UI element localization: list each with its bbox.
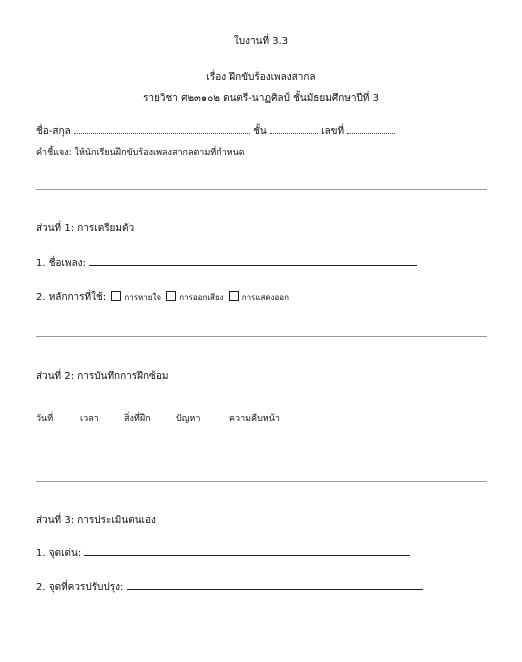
option-pronunciation-label: การออกเสียง [179, 293, 224, 302]
strengths-field[interactable] [84, 546, 410, 556]
divider [36, 336, 487, 337]
improvement-field[interactable] [127, 580, 423, 590]
course-info: รายวิชา ศ๒๓๑๐๒ ดนตรี-นาฏศิลป์ ชั้นมัธยมศึกษาปีที่ 3 [143, 93, 379, 104]
principles-row [36, 290, 289, 305]
worksheet-topic: เรื่อง ฝึกขับร้องเพลงสากล [206, 72, 316, 83]
column-date: วันที่ [36, 414, 54, 424]
column-time: เวลา [80, 414, 99, 424]
checkbox-breathing[interactable] [111, 291, 121, 301]
class-field[interactable] [270, 124, 318, 134]
column-practiced: สิ่งที่ฝึก [124, 414, 151, 424]
name-label: ชื่อ-สกุล [36, 126, 71, 137]
number-field[interactable] [347, 124, 395, 134]
improvement-row [36, 580, 423, 595]
student-info-line [36, 124, 395, 139]
divider [36, 189, 487, 190]
checkbox-pronunciation[interactable] [166, 291, 176, 301]
improvement-label: 2. จุดที่ควรปรับปรุง: [36, 582, 124, 593]
song-name-row [36, 256, 417, 271]
part2-title: ส่วนที่ 2: การบันทึกการฝึกซ้อม [36, 371, 169, 382]
song-name-field[interactable] [89, 256, 417, 266]
option-breathing-label: การหายใจ [124, 293, 162, 302]
part3-title: ส่วนที่ 3: การประเมินตนเอง [36, 515, 156, 526]
strengths-label: 1. จุดเด่น: [36, 548, 82, 559]
column-problem: ปัญหา [176, 414, 201, 424]
column-progress: ความคืบหน้า [229, 414, 280, 424]
name-field[interactable] [74, 124, 250, 134]
principles-label: 2. หลักการที่ใช้: [36, 292, 107, 303]
option-expression-label: การแสดงออก [241, 293, 289, 302]
divider [36, 481, 487, 482]
instructions: คำชี้แจง: ให้นักเรียนฝึกขับร้องเพลงสากลตามที่กำหนด [36, 148, 245, 158]
class-label: ชั้น [253, 126, 267, 137]
worksheet-title: ใบงานที่ 3.3 [233, 36, 289, 47]
checkbox-expression[interactable] [229, 291, 239, 301]
song-name-label: 1. ชื่อเพลง: [36, 258, 86, 269]
strengths-row [36, 546, 410, 561]
number-label: เลขที่ [321, 126, 345, 137]
part1-title: ส่วนที่ 1: การเตรียมตัว [36, 223, 135, 234]
